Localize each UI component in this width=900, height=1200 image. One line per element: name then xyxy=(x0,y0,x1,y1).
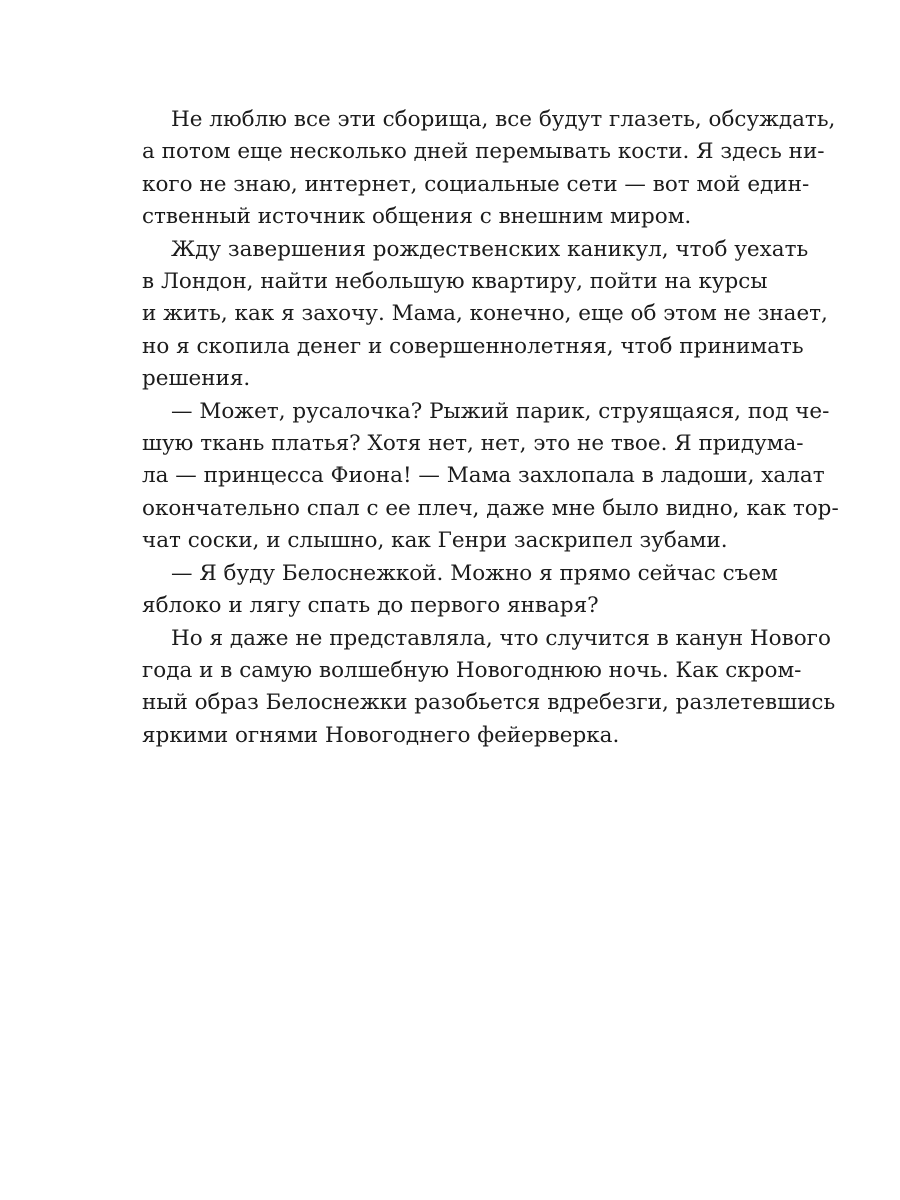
text-line: шую ткань платья? Хотя нет, нет, это не твое. Я придума- xyxy=(142,431,804,457)
text-line: Не люблю все эти сборища, все будут глазеть, обсуждать, xyxy=(171,107,836,132)
paragraph-3 xyxy=(142,396,839,558)
text-line: а потом еще несколько дней перемывать кости. Я здесь ни- xyxy=(142,139,825,165)
text-line: чат соски, и слышно, как Генри заскрипел зубами. xyxy=(142,528,728,554)
text-line: года и в самую волшебную Новогоднюю ночь. Как скром- xyxy=(142,657,802,683)
text-line: ный образ Белоснежки разобьется вдребезги, разлетевшись xyxy=(142,690,836,716)
text-line: кого не знаю, интернет, социальные сети — вот мой един- xyxy=(142,171,810,197)
text-line: яблоко и лягу спать до первого января? xyxy=(142,593,599,619)
text-line: ственный источник общения с внешним миром. xyxy=(142,204,692,230)
text-line: Жду завершения рождественских каникул, чтоб уехать xyxy=(171,236,809,262)
text-line: яркими огнями Новогоднего фейерверка. xyxy=(142,722,620,748)
text-line: в Лондон, найти небольшую квартиру, пойти на курсы xyxy=(142,269,768,295)
text-line: и жить, как я захочу. Мама, конечно, еще об этом не знает, xyxy=(142,301,828,327)
paragraph-1 xyxy=(142,104,836,234)
text-column xyxy=(142,104,839,752)
paragraph-2 xyxy=(142,234,828,396)
text-line: ла — принцесса Фиона! — Мама захлопала в ладоши, халат xyxy=(142,463,825,489)
paragraph-4 xyxy=(142,558,778,623)
paragraph-5 xyxy=(142,623,836,753)
text-line: окончательно спал с ее плеч, даже мне было видно, как тор- xyxy=(142,495,839,521)
text-line: — Я буду Белоснежкой. Можно я прямо сейчас съем xyxy=(171,560,778,586)
text-line: — Может, русалочка? Рыжий парик, струящаяся, под че- xyxy=(171,398,830,424)
text-line: решения. xyxy=(142,366,251,392)
text-line: но я скопила денег и совершеннолетняя, чтоб принимать xyxy=(142,333,804,359)
text-line: Но я даже не представляла, что случится в канун Нового xyxy=(171,625,831,651)
